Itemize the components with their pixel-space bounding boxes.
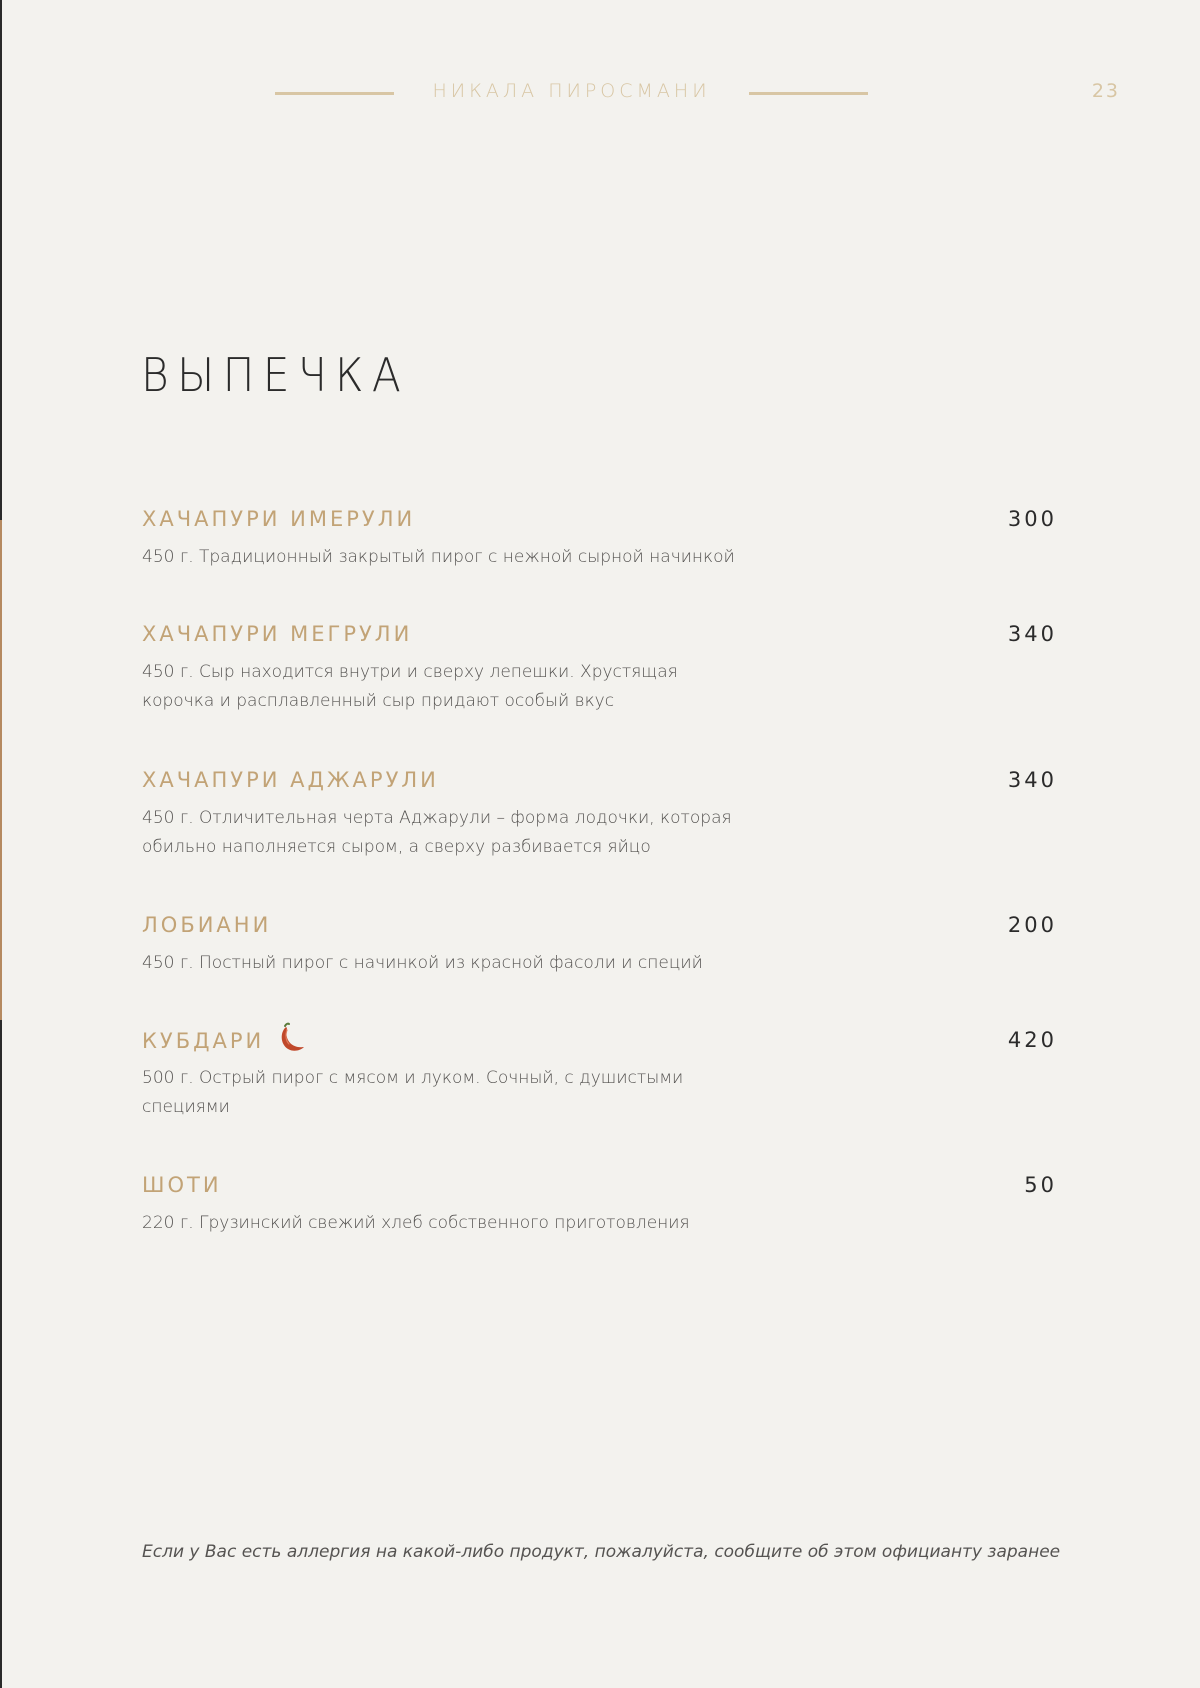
- menu-item-name-text: ХАЧАПУРИ ИМЕРУЛИ: [142, 507, 416, 531]
- page-number: 23: [1091, 80, 1120, 102]
- menu-item: [142, 1028, 1057, 1173]
- restaurant-name: НИКАЛА ПИРОСМАНИ: [432, 80, 711, 102]
- menu-item-description: 500 г. Острый пирог с мясом и луком. Сочный, с душистыми специями: [142, 1068, 684, 1117]
- menu-item-head: [142, 622, 1057, 650]
- menu-item-name-text: ШОТИ: [142, 1173, 222, 1197]
- menu-item-name-text: ХАЧАПУРИ МЕГРУЛИ: [142, 622, 413, 646]
- menu-item-head: [142, 507, 1057, 535]
- page-header: [0, 78, 1200, 108]
- menu-item-description: 450 г. Традиционный закрытый пирог с нежной сырной начинкой: [142, 547, 735, 567]
- menu-item-name-text: КУБДАРИ: [142, 1029, 265, 1053]
- menu-item-price: 200: [1007, 913, 1057, 937]
- menu-list: [142, 507, 1057, 1288]
- menu-item-name: [142, 768, 439, 792]
- menu-item-price: 50: [1024, 1173, 1057, 1197]
- menu-item: [142, 768, 1057, 913]
- menu-item-description: 220 г. Грузинский свежий хлеб собственного приготовления: [142, 1213, 690, 1233]
- menu-item-head: [142, 768, 1057, 796]
- menu-item-name-text: ЛОБИАНИ: [142, 913, 272, 937]
- menu-item-description: 450 г. Сыр находится внутри и сверху лепешки. Хрустящая корочка и расплавленный сыр придают особый вкус: [142, 662, 678, 711]
- menu-item-name: [142, 1173, 222, 1197]
- menu-item-description: 450 г. Постный пирог с начинкой из красной фасоли и специй: [142, 953, 703, 973]
- section-title: ВЫПЕЧКА: [141, 348, 410, 402]
- header-rule-left: [275, 92, 394, 95]
- menu-item: [142, 913, 1057, 1028]
- menu-item: [142, 622, 1057, 768]
- menu-item-name: [142, 1028, 306, 1054]
- menu-item-price: 300: [1007, 507, 1057, 531]
- menu-item-name: [142, 507, 415, 531]
- page-left-edge-accent: [0, 520, 2, 1020]
- menu-item-head: [142, 1028, 1057, 1056]
- menu-item-name-text: ХАЧАПУРИ АДЖАРУЛИ: [142, 768, 439, 792]
- menu-item-head: [142, 1173, 1057, 1201]
- menu-item-head: [142, 913, 1057, 941]
- menu-item-description: 450 г. Отличительная черта Аджарули – форма лодочки, которая обильно наполняется сыром, а сверху разбивается яйцо: [142, 808, 732, 857]
- menu-item-price: 420: [1007, 1028, 1057, 1052]
- menu-item-price: 340: [1007, 622, 1057, 646]
- chili-pepper-icon: [276, 1022, 306, 1054]
- allergy-note: Если у Вас есть аллергия на какой-либо продукт, пожалуйста, сообщите об этом официанту заранее: [142, 1542, 1061, 1562]
- menu-item-name: [142, 622, 412, 646]
- menu-item-name: [142, 913, 271, 937]
- header-rule-right: [749, 92, 868, 95]
- menu-item-price: 340: [1007, 768, 1057, 792]
- menu-item: [142, 507, 1057, 622]
- menu-item: [142, 1173, 1057, 1288]
